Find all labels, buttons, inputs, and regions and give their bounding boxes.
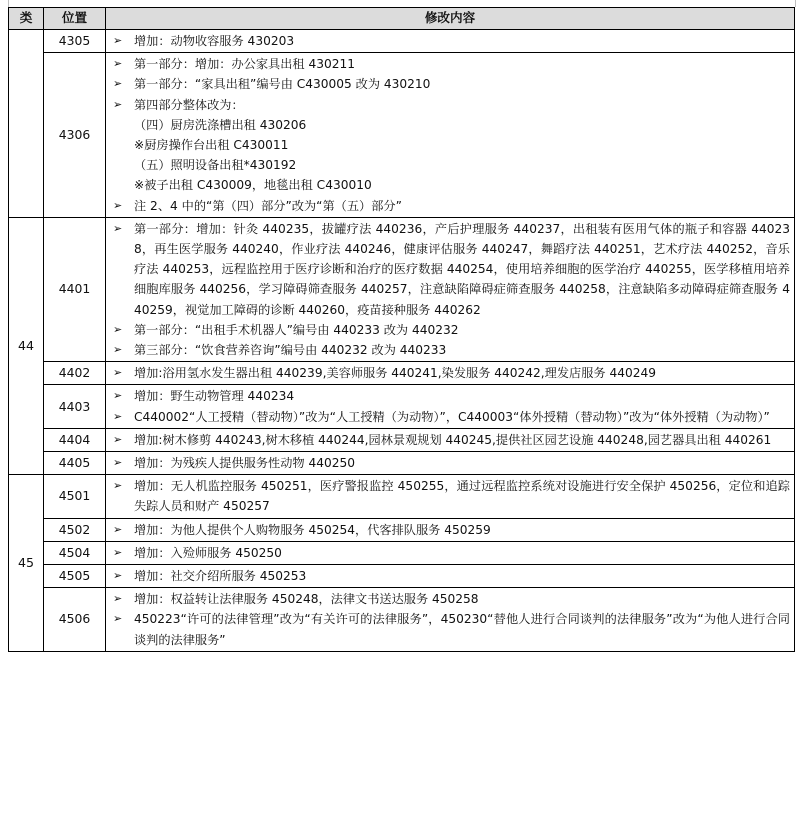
change-list [112, 520, 790, 540]
arrow-bullet-icon: ➢ [113, 569, 123, 583]
page-top-edge [8, 0, 796, 7]
arrow-bullet-icon: ➢ [113, 343, 123, 357]
table-row [9, 217, 795, 361]
position-cell: 4502 [44, 518, 106, 541]
list-item [112, 430, 790, 450]
list-item [112, 543, 790, 563]
position-cell: 4506 [44, 588, 106, 652]
change-text: 增加:树木修剪 440243,树木移植 440244,园林景观规划 440245,提供社区园艺设施 440248,园艺器具出租 440261 [134, 432, 772, 447]
change-text: 增加：为他人提供个人购物服务 450254，代客排队服务 450259 [134, 522, 491, 537]
change-list [112, 219, 790, 360]
arrow-bullet-icon: ➢ [113, 34, 123, 47]
change-list [112, 589, 790, 650]
category-cell [9, 30, 44, 218]
list-item [112, 54, 790, 74]
list-item [112, 566, 790, 586]
header-category: 类 [9, 8, 44, 30]
content-cell [106, 541, 795, 564]
table-header-row [9, 8, 795, 30]
position-cell: 4402 [44, 362, 106, 385]
change-text: （四）厨房洗涤槽出租 430206 [134, 117, 307, 132]
list-item [112, 175, 790, 195]
table-row [9, 385, 795, 428]
content-cell [106, 30, 795, 53]
position-cell: 4305 [44, 30, 106, 53]
position-cell: 4501 [44, 475, 106, 518]
position-cell: 4404 [44, 428, 106, 451]
amendment-table [8, 7, 795, 652]
change-text: 增加：入殓师服务 450250 [134, 545, 282, 560]
arrow-bullet-icon: ➢ [113, 389, 123, 403]
list-item [112, 363, 790, 383]
table-body [9, 30, 795, 652]
arrow-bullet-icon: ➢ [113, 545, 123, 559]
arrow-bullet-icon: ➢ [113, 322, 123, 336]
change-list [112, 476, 790, 516]
change-text: 增加：权益转让法律服务 450248，法律文书送达服务 450258 [134, 592, 479, 607]
change-text: （五）照明设备出租*430192 [134, 158, 297, 173]
change-text: 第一部分：“家具出租”编号由 C430005 改为 430210 [134, 77, 431, 92]
content-cell [106, 452, 795, 475]
change-text: 增加：为残疾人提供服务性动物 440250 [134, 456, 356, 471]
change-text: 增加:浴用氢水发生器出租 440239,美容师服务 440241,染发服务 440242,理发店服务 440249 [134, 366, 657, 381]
category-cell: 45 [9, 475, 44, 652]
list-item [112, 476, 790, 516]
list-item [112, 95, 790, 115]
list-item [112, 407, 790, 427]
content-cell [106, 385, 795, 428]
table-row [9, 541, 795, 564]
change-list [112, 31, 790, 51]
change-text: 增加：动物收容服务 430203 [134, 34, 295, 48]
table-row [9, 565, 795, 588]
change-text: 450223“许可的法律管理”改为“有关许可的法律服务”，450230“替他人进行合同谈判的法律服务”改为“为他人进行合同谈判的法律服务” [134, 612, 790, 647]
table-row [9, 452, 795, 475]
change-text: 第四部分整体改为： [134, 97, 244, 112]
content-cell [106, 518, 795, 541]
position-cell: 4405 [44, 452, 106, 475]
change-list [112, 54, 790, 216]
list-item [112, 155, 790, 175]
list-item [112, 31, 790, 51]
list-item [112, 115, 790, 135]
content-cell [106, 428, 795, 451]
table-row [9, 53, 795, 218]
table-row [9, 30, 795, 53]
position-cell: 4401 [44, 217, 106, 361]
list-item [112, 340, 790, 360]
arrow-bullet-icon: ➢ [113, 97, 123, 111]
list-item [112, 520, 790, 540]
arrow-bullet-icon: ➢ [113, 221, 123, 235]
change-list [112, 430, 790, 450]
change-text: 增加：野生动物管理 440234 [134, 389, 295, 404]
list-item [112, 453, 790, 473]
change-list [112, 386, 790, 426]
change-text: 注 2、4 中的“第（四）部分”改为“第（五）部分” [134, 198, 402, 213]
position-cell: 4403 [44, 385, 106, 428]
list-item [112, 219, 790, 320]
list-item [112, 135, 790, 155]
table-row [9, 588, 795, 652]
position-cell: 4306 [44, 53, 106, 218]
list-item [112, 320, 790, 340]
table-row [9, 362, 795, 385]
change-list [112, 566, 790, 586]
arrow-bullet-icon: ➢ [113, 612, 123, 626]
change-text: ※厨房操作台出租 C430011 [134, 138, 289, 153]
arrow-bullet-icon: ➢ [113, 479, 123, 493]
table-row [9, 518, 795, 541]
content-cell [106, 217, 795, 361]
content-cell [106, 53, 795, 218]
arrow-bullet-icon: ➢ [113, 57, 123, 71]
change-text: C440002“人工授精（替动物）”改为“人工授精（为动物）”，C440003“体外授精（替动物）”改为“体外授精（为动物）” [134, 409, 770, 424]
content-cell [106, 362, 795, 385]
change-text: 第一部分：增加：针灸 440235，拔罐疗法 440236，产后护理服务 440237，出租装有医用气体的瓶子和容器 440238，再生医学服务 440240，作业疗法 440246，健康评估服务 440247，舞蹈疗法 440251，艺术疗法 440252，音乐疗法 440253，远程监控用于医疗诊断和治疗的医疗数据 440254，使用培养细胞的医学治疗 440255，医学移植用培养细胞库服务 440256，学习障碍筛查服务 440257，注意缺陷障碍症筛查服务 440258，注意缺陷多动障碍症筛查服务 440259，视觉加工障碍的诊断 440260，疫苗接种服务 440262 [134, 221, 790, 317]
list-item [112, 609, 790, 649]
arrow-bullet-icon: ➢ [113, 409, 123, 423]
list-item [112, 386, 790, 406]
amendment-table-container [8, 7, 794, 652]
arrow-bullet-icon: ➢ [113, 522, 123, 536]
arrow-bullet-icon: ➢ [113, 432, 123, 446]
change-list [112, 543, 790, 563]
change-text: 增加：社交介绍所服务 450253 [134, 569, 307, 584]
change-text: 第一部分：增加：办公家具出租 430211 [134, 57, 356, 72]
content-cell [106, 588, 795, 652]
change-list [112, 363, 790, 383]
content-cell [106, 475, 795, 518]
table-row [9, 475, 795, 518]
list-item [112, 196, 790, 216]
position-cell: 4504 [44, 541, 106, 564]
arrow-bullet-icon: ➢ [113, 198, 123, 212]
table-row [9, 428, 795, 451]
change-text: 第三部分：“饮食营养咨询”编号由 440232 改为 440233 [134, 343, 447, 358]
header-content: 修改内容 [106, 8, 795, 30]
change-text: 增加：无人机监控服务 450251，医疗警报监控 450255，通过远程监控系统对设施进行安全保护 450256，定位和追踪失踪人员和财产 450257 [134, 479, 790, 514]
change-list [112, 453, 790, 473]
list-item [112, 74, 790, 94]
change-text: ※被子出租 C430009，地毯出租 C430010 [134, 178, 372, 193]
change-text: 第一部分：“出租手术机器人”编号由 440233 改为 440232 [134, 322, 459, 337]
arrow-bullet-icon: ➢ [113, 592, 123, 606]
list-item [112, 589, 790, 609]
header-position: 位置 [44, 8, 106, 30]
arrow-bullet-icon: ➢ [113, 77, 123, 91]
arrow-bullet-icon: ➢ [113, 366, 123, 380]
position-cell: 4505 [44, 565, 106, 588]
content-cell [106, 565, 795, 588]
category-cell: 44 [9, 217, 44, 474]
arrow-bullet-icon: ➢ [113, 456, 123, 470]
